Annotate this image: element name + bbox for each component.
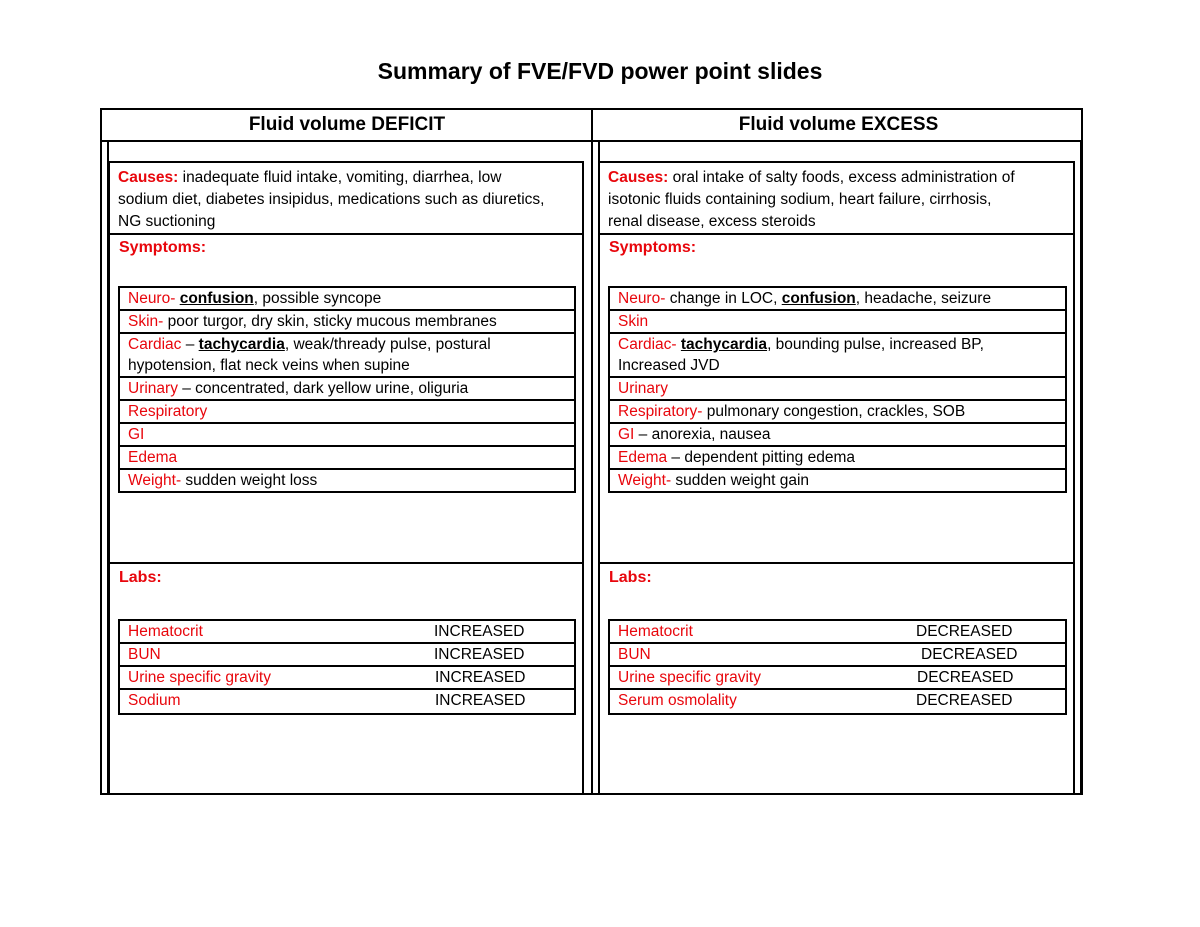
lab-row [120,621,574,644]
symptom-label: Cardiac- [618,336,677,353]
symptom-row-neuro [610,288,1065,311]
lab-value: INCREASED [434,646,525,663]
symptom-label: Skin- [128,313,164,330]
symptom-text: , headache, seizure [855,290,992,307]
lab-value: INCREASED [435,692,526,709]
symptom-label: Urinary [128,380,178,397]
symptom-row-gi [120,424,574,447]
labs-divider [600,562,1073,564]
lab-value: DECREASED [916,692,1013,709]
lab-name: Urine specific gravity [128,669,271,686]
symptom-label: Neuro- [618,290,666,307]
symptom-label: Edema [618,449,668,466]
symptom-label: Respiratory- [618,403,703,420]
excess-header: Fluid volume EXCESS [738,114,939,135]
symptom-label: Weight- [128,472,182,489]
lab-row [610,621,1065,644]
symptom-row-urinary [120,378,574,401]
excess-panel [598,161,1075,795]
symptom-text: , possible syncope [253,290,382,307]
lab-row [610,644,1065,667]
symptom-label: Cardiac [128,336,182,353]
symptom-text: – anorexia, nausea [634,426,771,443]
symptoms-label: Symptoms: [609,239,697,256]
symptom-label: Urinary [618,380,668,397]
causes-label: Causes: [608,169,669,186]
symptom-label: Respiratory [128,403,208,420]
lab-value: INCREASED [434,623,525,640]
lab-value: DECREASED [916,623,1013,640]
symptom-text: , bounding pulse, increased BP, [767,336,984,353]
page-title: Summary of FVE/FVD power point slides [377,58,823,84]
deficit-header: Fluid volume DEFICIT [248,114,446,135]
symptom-row-skin [610,311,1065,334]
symptom-row-respiratory [120,401,574,424]
symptom-text: sudden weight loss [181,472,318,489]
deficit-causes [110,163,582,235]
symptom-row-weight [610,470,1065,491]
lab-value: INCREASED [435,669,526,686]
lab-value: DECREASED [917,669,1014,686]
causes-text: NG suctioning [118,213,216,230]
symptom-text: , weak/thready pulse, postural [284,336,491,353]
deficit-panel [108,161,584,795]
symptom-text: – dependent pitting edema [667,449,855,466]
lab-row [610,667,1065,690]
symptom-text: hypotension, flat neck veins when supine [128,357,410,374]
symptom-text: pulmonary congestion, crackles, SOB [702,403,966,420]
symptom-emphasis: tachycardia [198,336,285,353]
symptom-row-cardiac [610,334,1065,378]
column-divider [591,110,593,793]
symptom-row-edema [610,447,1065,470]
symptom-row-edema [120,447,574,470]
symptom-row-skin [120,311,574,334]
lab-name: BUN [128,646,161,663]
lab-row [610,690,1065,713]
symptom-label: GI [128,426,145,443]
excess-symptoms-table [608,286,1067,493]
lab-row [120,644,574,667]
symptom-row-weight [120,470,574,491]
symptom-row-gi [610,424,1065,447]
symptom-text: change in LOC, [665,290,782,307]
symptom-text: – concentrated, dark yellow urine, oliguria [177,380,469,397]
lab-name: Serum osmolality [618,692,737,709]
symptom-emphasis: confusion [179,290,254,307]
symptom-row-cardiac [120,334,574,378]
labs-label: Labs: [119,569,162,586]
symptom-text: sudden weight gain [671,472,810,489]
lab-value: DECREASED [921,646,1018,663]
lab-name: Hematocrit [128,623,203,640]
deficit-symptoms-table [118,286,576,493]
symptom-label: Neuro- [128,290,176,307]
symptom-row-neuro [120,288,574,311]
symptom-text: Increased JVD [618,357,720,374]
causes-text: sodium diet, diabetes insipidus, medications such as diuretics, [118,191,545,208]
symptom-label: Weight- [618,472,672,489]
causes-text: isotonic fluids containing sodium, heart failure, cirrhosis, [608,191,992,208]
symptom-label: Edema [128,449,178,466]
excess-causes [600,163,1073,235]
symptom-row-respiratory [610,401,1065,424]
lab-name: Urine specific gravity [618,669,761,686]
right-margin-line [1080,142,1082,793]
symptom-text: – [181,336,199,353]
symptom-emphasis: confusion [781,290,856,307]
lab-name: BUN [618,646,651,663]
symptoms-label: Symptoms: [119,239,207,256]
symptom-label: Skin [618,313,649,330]
symptom-emphasis: tachycardia [680,336,768,353]
labs-divider [110,562,582,564]
causes-text: renal disease, excess steroids [608,213,816,230]
deficit-labs-table [118,619,576,715]
lab-row [120,667,574,690]
causes-text: oral intake of salty foods, excess administration of [668,169,1015,186]
symptom-text: poor turgor, dry skin, sticky mucous membranes [163,313,497,330]
excess-labs-table [608,619,1067,715]
symptom-row-urinary [610,378,1065,401]
lab-row [120,690,574,713]
causes-label: Causes: [118,169,179,186]
lab-name: Sodium [128,692,181,709]
lab-name: Hematocrit [618,623,693,640]
labs-label: Labs: [609,569,652,586]
causes-text: inadequate fluid intake, vomiting, diarrhea, low [178,169,502,186]
symptom-label: GI [618,426,635,443]
